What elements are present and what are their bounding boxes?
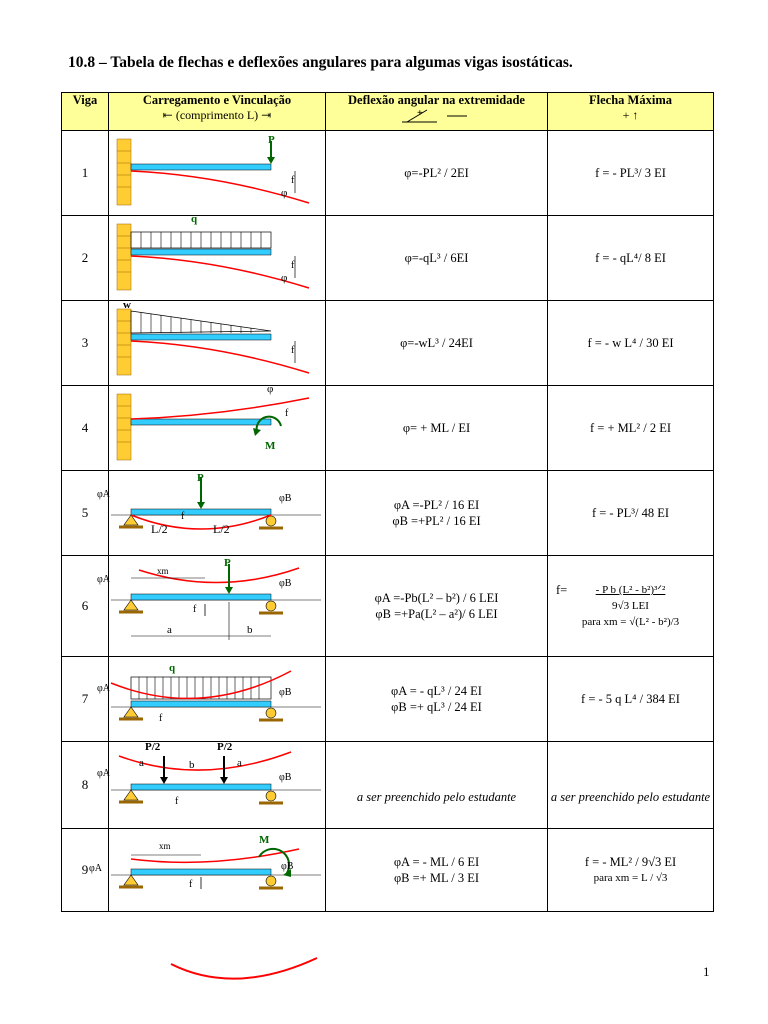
- table-row: [62, 471, 714, 556]
- load-label: M: [265, 440, 276, 452]
- deflexao-formula-a: φA = - qL³ / 24 EI: [391, 684, 482, 698]
- header-flecha-label: Flecha Máxima: [589, 93, 672, 107]
- header-flecha-sign: + ↑: [622, 108, 639, 122]
- beam-figure-5: [97, 471, 326, 556]
- roller-support-icon: [266, 876, 276, 886]
- flecha-condition: para xm = L / √3: [593, 872, 668, 884]
- simply-supported-two-loads-diagram: [97, 741, 326, 828]
- beam-number: 4: [62, 386, 109, 471]
- deflection-curve: [111, 671, 291, 698]
- simply-supported-offset-load-diagram: [97, 556, 326, 656]
- f-label: f: [291, 345, 295, 356]
- deflection-curve: [131, 341, 309, 373]
- f-label: f: [159, 713, 163, 724]
- phiA-label: φA: [97, 489, 110, 500]
- beam-bar: [131, 164, 271, 170]
- deflexao-cell: [326, 471, 548, 556]
- flecha-formula: f = + ML² / 2 EI: [589, 421, 672, 435]
- phi-label: φ: [281, 187, 288, 199]
- beam-figure-3: [109, 301, 326, 386]
- a-label-1: a: [139, 757, 144, 769]
- flecha-cell: [548, 657, 714, 742]
- beam-bar: [131, 594, 271, 600]
- deflexao-formula: φ=-PL² / 2EI: [404, 166, 469, 180]
- deflection-curve: [119, 752, 291, 770]
- deflexao-cell: [326, 216, 548, 301]
- flecha-formula: f = - ML² / 9√3 EI: [584, 855, 677, 869]
- roller-support-icon: [266, 516, 276, 526]
- wall-icon: [117, 224, 131, 290]
- xm-label: xm: [159, 841, 171, 851]
- roller-support-icon: [266, 791, 276, 801]
- table-row: [62, 301, 714, 386]
- f-label: f: [181, 511, 185, 522]
- wall-icon: [117, 309, 131, 375]
- b-label: b: [247, 624, 253, 636]
- deflexao-cell: [326, 829, 548, 912]
- deflection-curve: [131, 849, 299, 862]
- deflexao-formula-a: φA =-PL² / 16 EI: [393, 498, 480, 512]
- f-label: f: [189, 879, 193, 890]
- beam-bar: [131, 784, 271, 790]
- header-carregamento: [109, 93, 326, 131]
- beam-figure-8: [97, 741, 326, 829]
- flecha-cell: [548, 556, 714, 657]
- flecha-formula: f = - 5 q L⁴ / 384 EI: [581, 692, 680, 706]
- phiB-label: φB: [279, 493, 292, 504]
- f-label: f: [175, 796, 179, 807]
- wall-icon: [117, 139, 131, 205]
- header-carregamento-label: Carregamento e Vinculação: [142, 93, 292, 107]
- beam-figure-2: [109, 213, 326, 301]
- beam-figure-6: [97, 556, 326, 657]
- beam-number: 3: [62, 301, 109, 386]
- load-label: P: [268, 134, 275, 146]
- table-row: [62, 657, 714, 742]
- xm-label: xm: [157, 566, 169, 576]
- deflexao-formula-a: φA =-Pb(L² – b²) / 6 LEI: [374, 591, 499, 605]
- pin-support-icon: [124, 600, 138, 610]
- wall-icon: [117, 394, 131, 460]
- deflexao-cell: [326, 657, 548, 742]
- phiB-label: φB: [281, 861, 294, 872]
- beam-number: 2: [62, 216, 109, 301]
- simply-supported-uniform-load-diagram: [97, 657, 326, 741]
- beam-bar: [131, 249, 271, 255]
- f-label: f: [193, 604, 197, 615]
- page-title: 10.8 – Tabela de flechas e deflexões angulares para algumas vigas isostáticas.: [68, 54, 573, 71]
- beam-bar: [131, 419, 271, 425]
- simply-supported-point-load-diagram: [97, 471, 326, 555]
- f-label: f: [285, 408, 289, 419]
- phi-label: φ: [267, 383, 274, 395]
- flecha-formula: f = - qL⁴/ 8 EI: [595, 251, 666, 265]
- deflexao-formula-b: φB =+PL² / 16 EI: [392, 514, 481, 528]
- cantilever-uniform-load-diagram: [109, 213, 326, 300]
- pin-support-icon: [124, 707, 138, 717]
- flecha-formula: f = - PL³/ 48 EI: [591, 506, 670, 520]
- load-label: q: [169, 662, 176, 674]
- beam-figure-4: [109, 383, 326, 471]
- phiA-label: φA: [97, 768, 110, 779]
- pin-support-icon: [124, 790, 138, 800]
- table-row: [62, 131, 714, 216]
- comprimento-label: (comprimento L): [175, 108, 259, 122]
- load-label-1: P/2: [145, 741, 161, 753]
- table-row: [62, 386, 714, 471]
- table-row: [62, 829, 714, 912]
- beam-figure-9: [89, 829, 326, 912]
- b-label: b: [189, 759, 195, 771]
- placeholder-text: a ser preenchido pelo estudante: [356, 789, 517, 804]
- stray-curve-icon: [165, 952, 325, 988]
- a-label-2: a: [237, 757, 242, 769]
- load-label: M: [259, 834, 270, 846]
- deflexao-cell: [326, 131, 548, 216]
- phiA-label: φA: [97, 574, 110, 585]
- deflexao-cell: [326, 556, 548, 657]
- beam-figure-7: [97, 657, 326, 742]
- load-label: P: [197, 472, 204, 484]
- table-row: [62, 216, 714, 301]
- phiA-label: φA: [89, 863, 102, 874]
- table-row: [62, 742, 714, 829]
- load-label-2: P/2: [217, 741, 233, 753]
- header-viga: Viga: [62, 93, 109, 131]
- angle-plus: +: [416, 108, 423, 119]
- flecha-cell: [548, 471, 714, 556]
- roller-support-icon: [266, 708, 276, 718]
- deflexao-cell: [326, 386, 548, 471]
- phiA-label: φA: [97, 683, 110, 694]
- flecha-cell: [548, 742, 714, 829]
- phiB-label: φB: [279, 578, 292, 589]
- header-deflexao: [326, 93, 548, 131]
- half-label-1: L/2: [151, 522, 168, 536]
- deflexao-formula: φ=-wL³ / 24EI: [400, 336, 473, 350]
- phiB-label: φB: [279, 772, 292, 783]
- flecha-cell: [548, 131, 714, 216]
- deflexao-formula-a: φA = - ML / 6 EI: [393, 855, 480, 869]
- flecha-numerator: - P b (L² - b²)³ᐟ²: [595, 584, 666, 596]
- pin-support-icon: [124, 875, 138, 885]
- f-label: f: [291, 260, 295, 271]
- placeholder-text: a ser preenchido pelo estudante: [550, 789, 711, 804]
- angle-sign-icon: [397, 108, 477, 124]
- beam-figure-1: [109, 131, 326, 216]
- deflexao-formula: φ=-qL³ / 6EI: [404, 251, 469, 265]
- phiB-label: φB: [279, 687, 292, 698]
- load-label: P: [224, 557, 231, 569]
- beam-bar: [131, 869, 271, 875]
- flecha-cell: [548, 386, 714, 471]
- flecha-formula: f = - w L⁴ / 30 EI: [587, 336, 674, 350]
- cantilever-point-load-diagram: [109, 131, 326, 215]
- simply-supported-end-moment-diagram: [89, 829, 326, 911]
- beam-number: 8: [62, 742, 109, 829]
- flecha-prefix: f=: [556, 583, 568, 597]
- f-label: f: [291, 175, 295, 186]
- deflexao-cell: [326, 301, 548, 386]
- deflexao-formula-b: φB =+ qL³ / 24 EI: [391, 700, 482, 714]
- deflexao-cell: [326, 742, 548, 829]
- beam-number: 7: [62, 657, 109, 742]
- beam-number: 6: [62, 556, 109, 657]
- load-label: q: [191, 213, 198, 225]
- beam-bar: [131, 509, 271, 515]
- beam-bar: [131, 701, 271, 707]
- flecha-denominator: 9√3 LEI: [612, 600, 649, 612]
- beam-table: [61, 92, 714, 912]
- table-header-row: [62, 93, 714, 131]
- flecha-cell: [548, 301, 714, 386]
- beam-number: 9: [62, 829, 109, 912]
- deflexao-formula-b: φB =+Pa(L² – a²)/ 6 LEI: [375, 607, 498, 621]
- flecha-formula: f = - PL³/ 3 EI: [595, 166, 666, 180]
- half-label-2: L/2: [213, 522, 230, 536]
- header-flecha: [548, 93, 714, 131]
- beam-bar: [131, 334, 271, 340]
- deflexao-formula-b: φB =+ ML / 3 EI: [393, 871, 480, 885]
- table-row: [62, 556, 714, 657]
- phi-label: φ: [281, 272, 288, 284]
- roller-support-icon: [266, 601, 276, 611]
- cantilever-triangular-load-diagram: [109, 301, 326, 385]
- load-label: w: [123, 299, 131, 311]
- deflexao-formula: φ= + ML / EI: [402, 421, 471, 435]
- flecha-condition: para xm = √(L² - b²)/3: [581, 616, 680, 628]
- header-deflexao-label: Deflexão angular na extremidade: [348, 93, 525, 107]
- cantilever-moment-diagram: [109, 383, 326, 470]
- beam-number: 1: [62, 131, 109, 216]
- flecha-cell: [548, 216, 714, 301]
- deflection-curve: [131, 398, 309, 419]
- a-label: a: [167, 624, 172, 636]
- page-number: 1: [703, 964, 710, 979]
- header-comprimento: ⇤ (comprimento L) ⇥: [162, 108, 272, 122]
- flecha-cell: [548, 829, 714, 912]
- beam-number: 5: [62, 471, 109, 556]
